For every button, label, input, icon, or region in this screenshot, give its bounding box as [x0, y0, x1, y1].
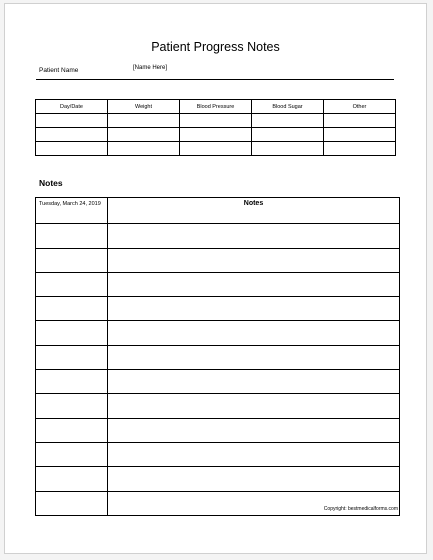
table-row — [36, 345, 400, 369]
table-row — [36, 114, 396, 128]
vitals-cell[interactable] — [324, 128, 396, 142]
notes-text-cell[interactable] — [108, 272, 400, 296]
notes-date-cell[interactable] — [36, 224, 108, 248]
table-row — [36, 467, 400, 491]
patient-name-underline — [36, 79, 394, 80]
table-row — [36, 321, 400, 345]
notes-table — [35, 197, 400, 516]
vitals-header-row — [36, 100, 396, 114]
vitals-cell[interactable] — [108, 142, 180, 156]
vitals-cell[interactable] — [36, 114, 108, 128]
form-page — [4, 3, 427, 554]
vitals-cell[interactable] — [36, 128, 108, 142]
notes-date-cell[interactable] — [36, 248, 108, 272]
notes-date-cell[interactable] — [36, 345, 108, 369]
notes-text-cell[interactable] — [108, 370, 400, 394]
notes-date-cell[interactable] — [36, 442, 108, 466]
vitals-header-other: Other — [324, 100, 396, 114]
vitals-cell[interactable] — [324, 114, 396, 128]
vitals-cell[interactable] — [324, 142, 396, 156]
notes-date-cell[interactable] — [36, 418, 108, 442]
table-row — [36, 297, 400, 321]
notes-date-cell[interactable]: Tuesday, March 24, 2019 — [36, 198, 108, 224]
vitals-table — [35, 99, 396, 156]
table-row — [36, 394, 400, 418]
vitals-cell[interactable] — [252, 128, 324, 142]
table-row — [36, 418, 400, 442]
patient-name-label: Patient Name — [39, 67, 79, 74]
vitals-cell[interactable] — [180, 142, 252, 156]
notes-header-row — [36, 198, 400, 224]
notes-text-cell[interactable] — [108, 224, 400, 248]
notes-date-cell[interactable] — [36, 467, 108, 491]
notes-column-header: Notes — [108, 198, 400, 224]
table-row — [36, 272, 400, 296]
table-row — [36, 370, 400, 394]
notes-date-cell[interactable] — [36, 297, 108, 321]
notes-date-cell[interactable] — [36, 491, 108, 515]
notes-section-heading: Notes — [39, 178, 63, 188]
vitals-header-blood-pressure: Blood Pressure — [180, 100, 252, 114]
vitals-cell[interactable] — [252, 114, 324, 128]
vitals-cell[interactable] — [180, 114, 252, 128]
notes-text-cell[interactable] — [108, 297, 400, 321]
table-row — [36, 128, 396, 142]
table-row — [36, 248, 400, 272]
notes-text-cell[interactable] — [108, 467, 400, 491]
vitals-header-weight: Weight — [108, 100, 180, 114]
notes-text-cell[interactable] — [108, 248, 400, 272]
table-row — [36, 442, 400, 466]
copyright-notice: Copyright: bestmedicalforms.com — [323, 506, 398, 512]
vitals-cell[interactable] — [180, 128, 252, 142]
vitals-header-day-date: Day/Date — [36, 100, 108, 114]
vitals-cell[interactable] — [36, 142, 108, 156]
notes-date-cell[interactable] — [36, 394, 108, 418]
notes-text-cell[interactable] — [108, 321, 400, 345]
notes-text-cell[interactable] — [108, 394, 400, 418]
table-row — [36, 142, 396, 156]
notes-text-cell[interactable] — [108, 345, 400, 369]
notes-date-cell[interactable] — [36, 321, 108, 345]
table-row — [36, 224, 400, 248]
vitals-header-blood-sugar: Blood Sugar — [252, 100, 324, 114]
notes-text-cell[interactable] — [108, 442, 400, 466]
notes-date-cell[interactable] — [36, 370, 108, 394]
page-title: Patient Progress Notes — [151, 40, 280, 54]
vitals-cell[interactable] — [252, 142, 324, 156]
notes-text-cell[interactable] — [108, 418, 400, 442]
notes-date-cell[interactable] — [36, 272, 108, 296]
vitals-cell[interactable] — [108, 128, 180, 142]
patient-name-field[interactable]: [Name Here] — [133, 65, 168, 71]
vitals-cell[interactable] — [108, 114, 180, 128]
